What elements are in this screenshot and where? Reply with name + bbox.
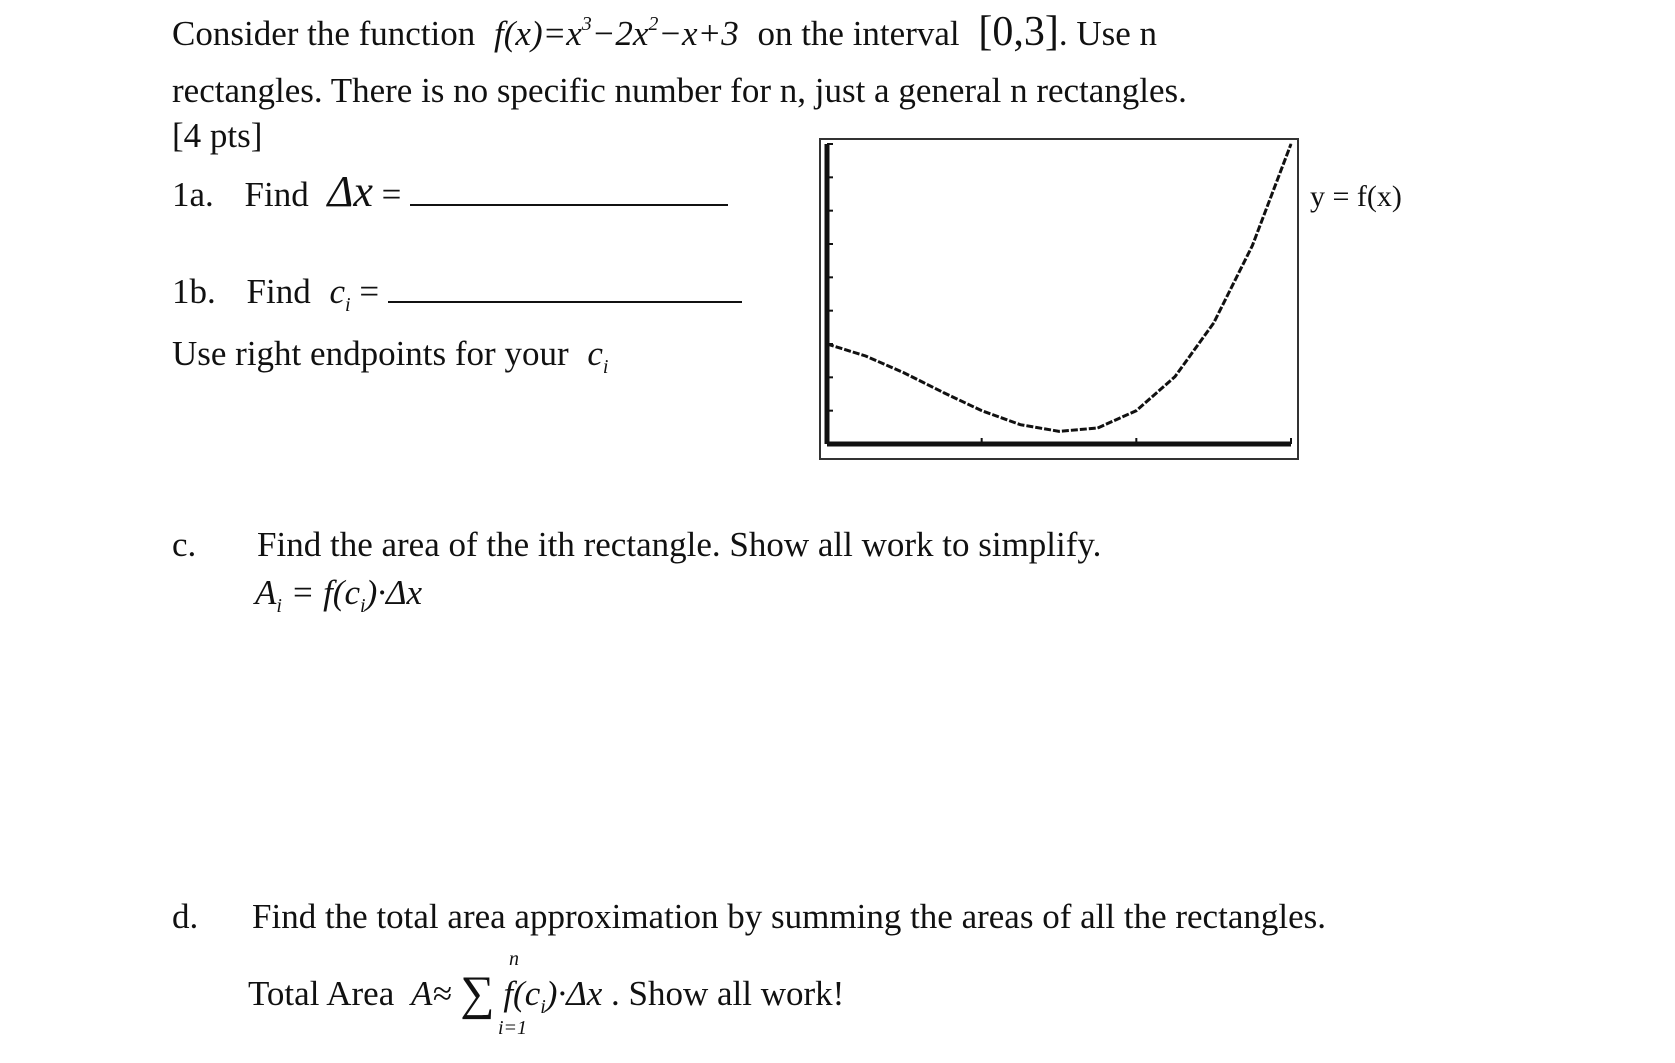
data-point [943, 392, 944, 393]
intro-line [172, 9, 1158, 59]
part-1a-equals: = [381, 175, 402, 214]
data-point [1291, 144, 1292, 145]
formula-c-sub: i [360, 595, 366, 617]
part-d [172, 897, 1326, 937]
part-1b-find: Find [246, 272, 311, 311]
curve-line [827, 144, 1291, 431]
data-point [865, 356, 866, 357]
function-fx: f(x)=x [494, 14, 582, 53]
data-point [1097, 428, 1098, 429]
data-point [904, 373, 905, 374]
sum-body-f: f(c [503, 974, 541, 1013]
formula-a: A [255, 573, 277, 612]
formula-a-sub: i [276, 595, 282, 617]
right-endpoints-note [172, 334, 608, 379]
sum-end: )·Δx [545, 974, 603, 1013]
total-area-line [248, 967, 845, 1020]
sum-sub: i [540, 996, 546, 1018]
curve-label: y = f(x) [1310, 180, 1402, 213]
data-point [1020, 424, 1021, 425]
sum-lower-limit: i=1 [498, 1017, 528, 1039]
data-point [1059, 431, 1060, 432]
intro-line-2: rectangles. There is no specific number for n, just a general n rectangles. [172, 71, 1187, 110]
part-d-text: Find the total area approximation by summing the areas of all the rectangles. [252, 897, 1326, 936]
formula-end: )·Δx [365, 573, 423, 612]
graph-svg [821, 140, 1297, 458]
sigma-icon: ∑ [460, 967, 495, 1020]
function-graph [819, 138, 1299, 460]
part-c-label: c. [172, 525, 197, 564]
part-1a [172, 167, 728, 216]
part-d-label: d. [172, 897, 199, 936]
part-c-formula [255, 573, 422, 618]
answer-blank-1a[interactable] [410, 186, 728, 206]
right-endpoints-text: Use right endpoints for your [172, 334, 569, 373]
part-1b-label: 1b. [172, 272, 216, 311]
function-tail: −x+3 [658, 14, 739, 53]
c-symbol: c [329, 272, 345, 311]
approx-symbol: A≈ [411, 974, 452, 1013]
function-mid: −2x [591, 14, 649, 53]
use-n: . Use n [1058, 14, 1158, 53]
total-area-suffix: . Show all work! [611, 974, 845, 1013]
part-1a-label: 1a. [172, 175, 214, 214]
c-symbol-2: c [587, 334, 603, 373]
interval-text: on the interval [757, 14, 960, 53]
sum-body [503, 974, 611, 1018]
data-point [981, 410, 982, 411]
sum-upper-limit: n [509, 948, 519, 970]
c-subscript-2: i [602, 356, 609, 378]
part-1a-find: Find [244, 175, 309, 214]
data-point [827, 344, 828, 345]
part-1b [172, 272, 742, 317]
data-point [1136, 410, 1137, 411]
c-subscript: i [345, 294, 351, 316]
interval: [0,3] [978, 9, 1059, 55]
data-point [1213, 323, 1214, 324]
exponent-3: 3 [581, 13, 592, 35]
data-point [1252, 245, 1253, 246]
delta-x-symbol: Δx [327, 167, 373, 216]
part-c-text: Find the area of the ith rectangle. Show all work to simplify. [257, 525, 1102, 564]
answer-blank-1b[interactable] [388, 283, 742, 303]
data-point [1175, 376, 1176, 377]
part-1b-equals: = [359, 272, 380, 311]
intro-prefix: Consider the function [172, 14, 476, 53]
points: [4 pts] [172, 116, 263, 155]
formula-mid: = f(c [281, 573, 360, 612]
total-area-prefix: Total Area [248, 974, 395, 1013]
part-c [172, 525, 1101, 565]
exponent-2: 2 [648, 13, 659, 35]
function-expression [494, 14, 747, 53]
